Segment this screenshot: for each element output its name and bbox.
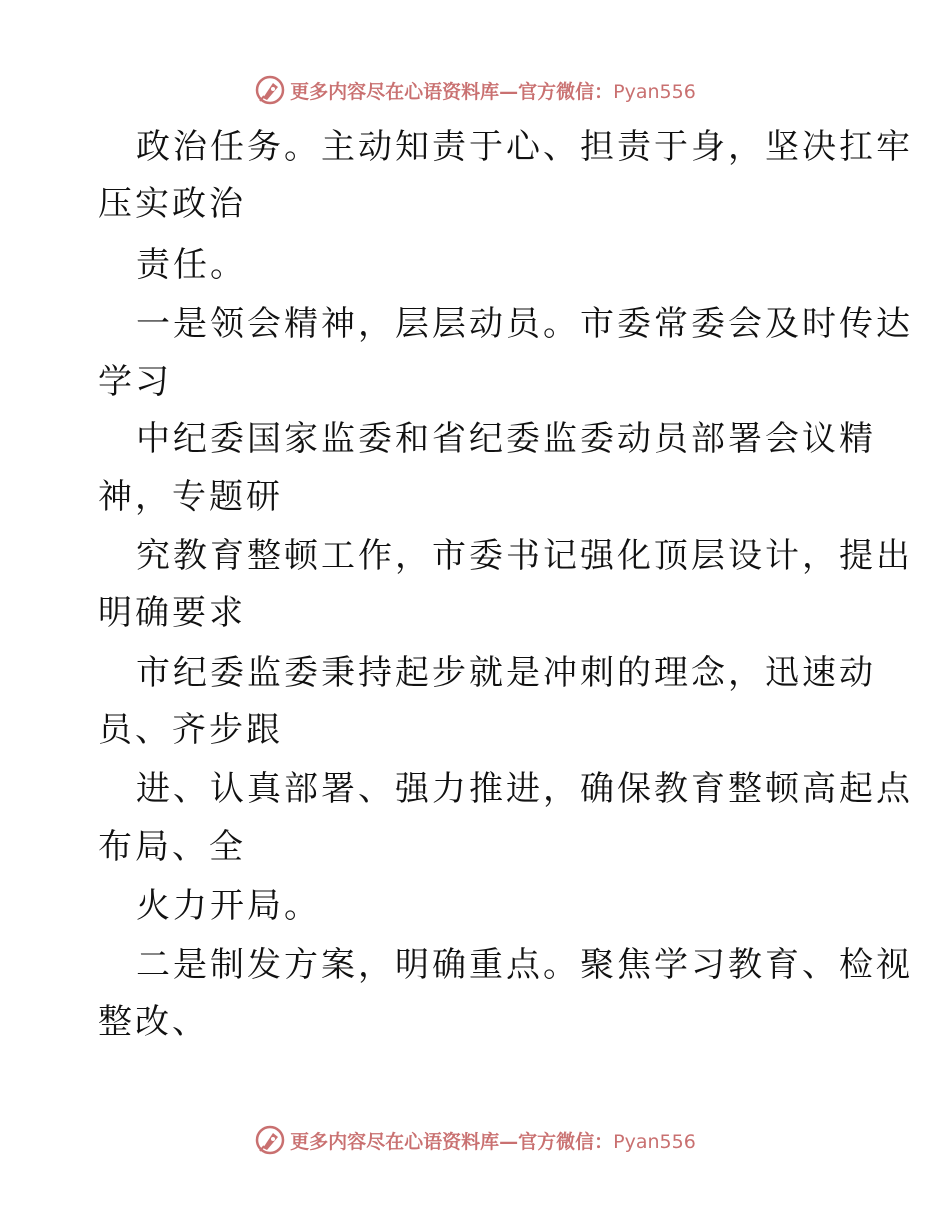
footer-wechat-id: Pyan556 [613,1130,696,1153]
body-line: 员、齐步跟 [98,710,283,750]
pen-nib-logo-icon [254,1124,286,1156]
header-banner-text: 更多内容尽在心语资料库—官方微信：Pyan556 [290,80,696,103]
body-line: 一是领会精神，层层动员。市委常委会及时传达 [136,304,913,344]
pen-nib-logo-icon [254,74,286,106]
body-line: 市纪委监委秉持起步就是冲刺的理念，迅速动 [136,653,876,693]
body-line: 火力开局。 [136,886,321,926]
header-banner [0,70,950,110]
body-line: 政治任务。主动知责于心、担责于身，坚决扛牢 [136,127,913,167]
body-line: 整改、 [98,1002,209,1042]
body-line: 学习 [98,362,172,402]
body-line: 布局、全 [98,827,246,867]
body-line: 责任。 [136,245,247,285]
body-line: 二是制发方案，明确重点。聚焦学习教育、检视 [136,945,913,985]
header-wechat-id: Pyan556 [613,80,696,103]
footer-banner [0,1120,950,1160]
body-line: 压实政治 [98,184,246,224]
body-line: 究教育整顿工作，市委书记强化顶层设计，提出 [136,536,913,576]
body-line: 明确要求 [98,593,246,633]
body-line: 神，专题研 [98,477,283,517]
body-line: 中纪委国家监委和省纪委监委动员部署会议精 [136,419,876,459]
footer-banner-text: 更多内容尽在心语资料库—官方微信：Pyan556 [290,1130,696,1153]
body-line: 进、认真部署、强力推进，确保教育整顿高起点 [136,769,913,809]
